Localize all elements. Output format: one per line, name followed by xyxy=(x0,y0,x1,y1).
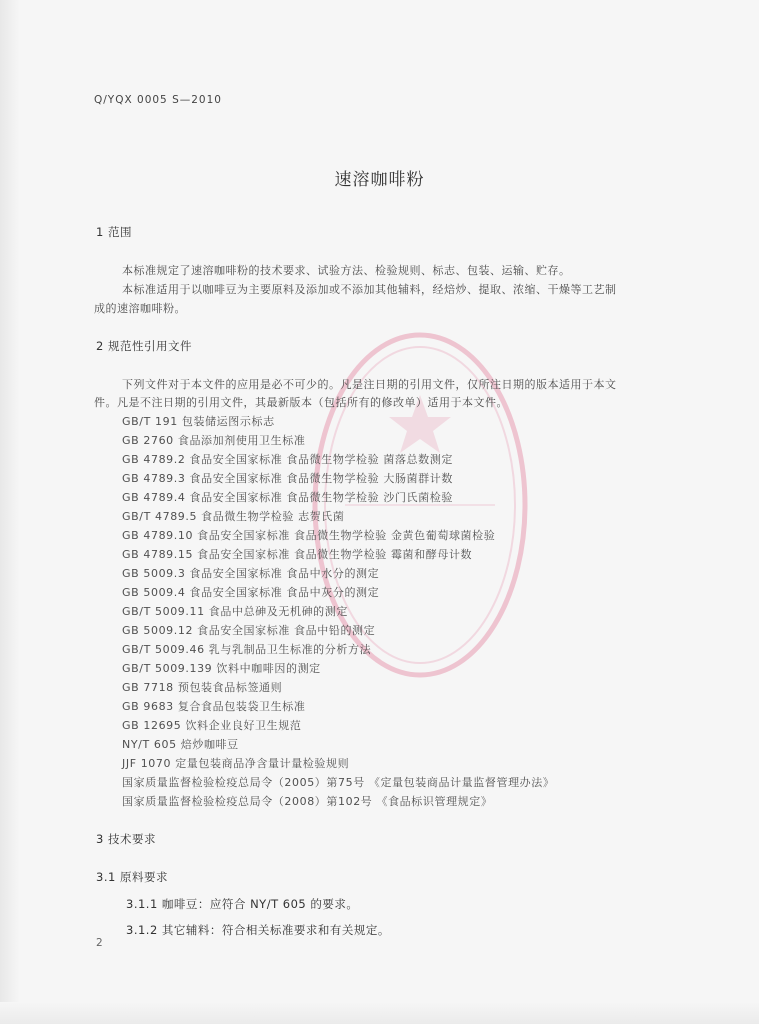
reference-item: GB 5009.3 食品安全国家标准 食品中水分的测定 xyxy=(122,567,380,580)
section-3-1-heading: 3.1 原料要求 xyxy=(96,870,168,884)
reference-item: GB 4789.15 食品安全国家标准 食品微生物学检验 霉菌和酵母计数 xyxy=(122,548,473,561)
reference-item: GB 4789.10 食品安全国家标准 食品微生物学检验 金黄色葡萄球菌检验 xyxy=(122,529,496,542)
section-1-paragraph-2-line-2: 成的速溶咖啡粉。 xyxy=(94,302,186,315)
page-number: 2 xyxy=(96,937,104,949)
reference-item: GB/T 5009.139 饮料中咖啡因的测定 xyxy=(122,662,321,675)
section-1-heading: 1 范围 xyxy=(96,225,132,239)
reference-item: GB 4789.2 食品安全国家标准 食品微生物学检验 菌落总数测定 xyxy=(122,453,453,466)
section-2-intro-line-2: 件。凡是不注日期的引用文件，其最新版本（包括所有的修改单）适用于本文件。 xyxy=(94,396,508,409)
scan-shadow-bottom xyxy=(0,1002,759,1024)
reference-item: NY/T 605 焙炒咖啡豆 xyxy=(122,738,239,751)
reference-item: GB 2760 食品添加剂使用卫生标准 xyxy=(122,434,306,447)
reference-item: JJF 1070 定量包装商品净含量计量检验规则 xyxy=(122,757,350,770)
reference-item: GB/T 5009.11 食品中总砷及无机砷的测定 xyxy=(122,605,348,618)
standard-code-header: Q/YQX 0005 S—2010 xyxy=(94,94,222,106)
reference-item: GB 4789.4 食品安全国家标准 食品微生物学检验 沙门氏菌检验 xyxy=(122,491,453,504)
section-3-heading: 3 技术要求 xyxy=(96,832,156,846)
section-3-1-1-item: 3.1.1 咖啡豆：应符合 NY/T 605 的要求。 xyxy=(126,897,359,911)
section-3-1-2-item: 3.1.2 其它辅料：符合相关标准要求和有关规定。 xyxy=(126,923,390,937)
reference-item: GB/T 191 包装储运图示标志 xyxy=(122,415,275,428)
scan-shadow-left xyxy=(0,0,20,1024)
reference-item: GB/T 4789.5 食品微生物学检验 志贺氏菌 xyxy=(122,510,345,523)
reference-item: 国家质量监督检验检疫总局令（2005）第75号 《定量包装商品计量监督管理办法》 xyxy=(122,776,555,789)
reference-item: GB 9683 复合食品包装袋卫生标准 xyxy=(122,700,306,713)
document-title: 速溶咖啡粉 xyxy=(334,170,425,190)
section-1-paragraph-2-line-1: 本标准适用于以咖啡豆为主要原料及添加或不添加其他辅料，经焙炒、提取、浓缩、干燥等工艺制 xyxy=(122,283,617,296)
reference-item: GB 12695 饮料企业良好卫生规范 xyxy=(122,719,302,732)
reference-item: GB 4789.3 食品安全国家标准 食品微生物学检验 大肠菌群计数 xyxy=(122,472,453,485)
reference-item: GB/T 5009.46 乳与乳制品卫生标准的分析方法 xyxy=(122,643,372,656)
reference-item: GB 7718 预包装食品标签通则 xyxy=(122,681,283,694)
section-1-paragraph-1: 本标准规定了速溶咖啡粉的技术要求、试验方法、检验规则、标志、包装、运输、贮存。 xyxy=(122,264,571,277)
reference-item: 国家质量监督检验检疫总局令（2008）第102号 《食品标识管理规定》 xyxy=(122,795,493,808)
section-2-heading: 2 规范性引用文件 xyxy=(96,339,192,353)
reference-item: GB 5009.12 食品安全国家标准 食品中铅的测定 xyxy=(122,624,376,637)
section-2-intro-line-1: 下列文件对于本文件的应用是必不可少的。凡是注日期的引用文件，仅所注日期的版本适用于本文 xyxy=(122,378,617,391)
reference-item: GB 5009.4 食品安全国家标准 食品中灰分的测定 xyxy=(122,586,380,599)
